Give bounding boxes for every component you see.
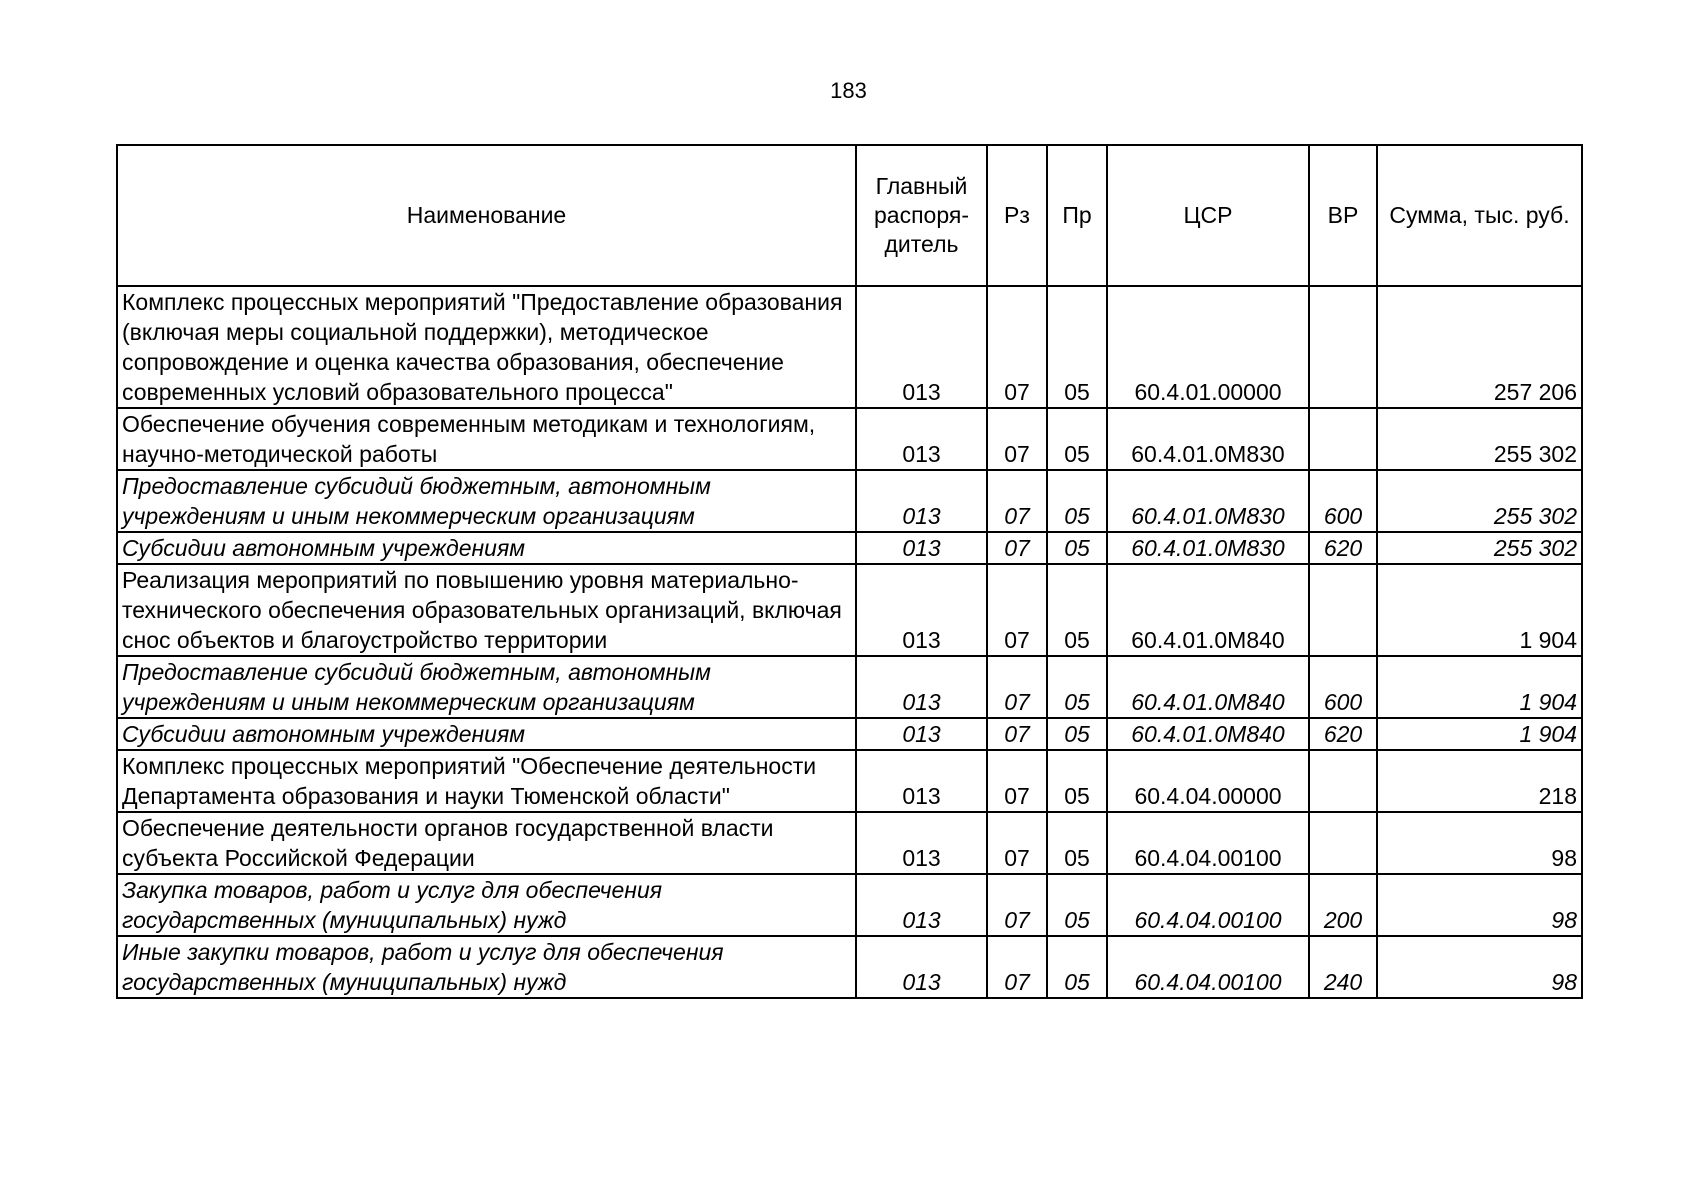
header-rz: Рз xyxy=(987,145,1047,286)
cell-pr: 05 xyxy=(1047,286,1107,408)
page-number: 183 xyxy=(830,78,867,103)
cell-sum: 255 302 xyxy=(1377,408,1582,470)
cell-pr: 05 xyxy=(1047,936,1107,998)
cell-csr: 60.4.01.0М840 xyxy=(1107,656,1309,718)
cell-vr: 620 xyxy=(1309,532,1377,564)
cell-pr: 05 xyxy=(1047,656,1107,718)
cell-rz: 07 xyxy=(987,874,1047,936)
cell-name: Реализация мероприятий по повышению уровня материально-технического обеспечения образовательных организаций, включая снос объектов и благоустройство территории xyxy=(117,564,856,656)
table-row xyxy=(117,656,1582,718)
cell-pr: 05 xyxy=(1047,718,1107,750)
cell-rz: 07 xyxy=(987,470,1047,532)
cell-rz: 07 xyxy=(987,812,1047,874)
cell-csr: 60.4.01.0М840 xyxy=(1107,564,1309,656)
cell-name: Комплекс процессных мероприятий "Обеспечение деятельности Департамента образования и науки Тюменской области" xyxy=(117,750,856,812)
cell-sum: 257 206 xyxy=(1377,286,1582,408)
cell-name: Обеспечение деятельности органов государственной власти субъекта Российской Федерации xyxy=(117,812,856,874)
cell-main-manager: 013 xyxy=(856,564,987,656)
table-row xyxy=(117,718,1582,750)
cell-name: Обеспечение обучения современным методикам и технологиям, научно-методической работы xyxy=(117,408,856,470)
cell-pr: 05 xyxy=(1047,812,1107,874)
cell-pr: 05 xyxy=(1047,750,1107,812)
cell-vr xyxy=(1309,812,1377,874)
cell-main-manager: 013 xyxy=(856,936,987,998)
cell-csr: 60.4.01.0М830 xyxy=(1107,532,1309,564)
cell-vr: 240 xyxy=(1309,936,1377,998)
header-pr: Пр xyxy=(1047,145,1107,286)
cell-rz: 07 xyxy=(987,656,1047,718)
cell-vr: 600 xyxy=(1309,656,1377,718)
cell-main-manager: 013 xyxy=(856,874,987,936)
table-row xyxy=(117,532,1582,564)
cell-vr xyxy=(1309,564,1377,656)
table-body xyxy=(117,286,1582,998)
cell-csr: 60.4.04.00100 xyxy=(1107,874,1309,936)
cell-rz: 07 xyxy=(987,936,1047,998)
budget-table xyxy=(116,144,1583,999)
cell-pr: 05 xyxy=(1047,874,1107,936)
cell-csr: 60.4.04.00000 xyxy=(1107,750,1309,812)
cell-name: Предоставление субсидий бюджетным, автономным учреждениям и иным некоммерческим организациям xyxy=(117,656,856,718)
header-csr: ЦСР xyxy=(1107,145,1309,286)
cell-csr: 60.4.04.00100 xyxy=(1107,812,1309,874)
cell-name: Иные закупки товаров, работ и услуг для обеспечения государственных (муниципальных) нужд xyxy=(117,936,856,998)
cell-sum: 1 904 xyxy=(1377,656,1582,718)
header-vr: ВР xyxy=(1309,145,1377,286)
table-row xyxy=(117,812,1582,874)
cell-name: Комплекс процессных мероприятий "Предоставление образования (включая меры социальной поддержки), методическое сопровождение и оценка качества образования, обеспечение современных условий образовательного процесса" xyxy=(117,286,856,408)
cell-main-manager: 013 xyxy=(856,286,987,408)
table-row xyxy=(117,750,1582,812)
cell-rz: 07 xyxy=(987,532,1047,564)
table-row xyxy=(117,874,1582,936)
cell-csr: 60.4.01.0М830 xyxy=(1107,470,1309,532)
header-row xyxy=(117,145,1582,286)
cell-name: Субсидии автономным учреждениям xyxy=(117,718,856,750)
cell-name: Закупка товаров, работ и услуг для обеспечения государственных (муниципальных) нужд xyxy=(117,874,856,936)
cell-main-manager: 013 xyxy=(856,718,987,750)
table-row xyxy=(117,564,1582,656)
table-row xyxy=(117,936,1582,998)
cell-csr: 60.4.01.0М830 xyxy=(1107,408,1309,470)
cell-pr: 05 xyxy=(1047,564,1107,656)
cell-pr: 05 xyxy=(1047,408,1107,470)
cell-sum: 1 904 xyxy=(1377,718,1582,750)
cell-csr: 60.4.04.00100 xyxy=(1107,936,1309,998)
cell-main-manager: 013 xyxy=(856,812,987,874)
cell-sum: 255 302 xyxy=(1377,470,1582,532)
cell-main-manager: 013 xyxy=(856,656,987,718)
cell-pr: 05 xyxy=(1047,470,1107,532)
cell-main-manager: 013 xyxy=(856,532,987,564)
cell-vr: 200 xyxy=(1309,874,1377,936)
table-row xyxy=(117,470,1582,532)
cell-rz: 07 xyxy=(987,286,1047,408)
table-row xyxy=(117,286,1582,408)
cell-sum: 98 xyxy=(1377,812,1582,874)
header-sum: Сумма, тыс. руб. xyxy=(1377,145,1582,286)
cell-name: Субсидии автономным учреждениям xyxy=(117,532,856,564)
cell-vr xyxy=(1309,750,1377,812)
cell-pr: 05 xyxy=(1047,532,1107,564)
cell-rz: 07 xyxy=(987,408,1047,470)
cell-csr: 60.4.01.0М840 xyxy=(1107,718,1309,750)
cell-sum: 255 302 xyxy=(1377,532,1582,564)
cell-name: Предоставление субсидий бюджетным, автономным учреждениям и иным некоммерческим организациям xyxy=(117,470,856,532)
cell-rz: 07 xyxy=(987,564,1047,656)
table-row xyxy=(117,408,1582,470)
cell-main-manager: 013 xyxy=(856,408,987,470)
cell-sum: 98 xyxy=(1377,874,1582,936)
cell-rz: 07 xyxy=(987,750,1047,812)
cell-sum: 218 xyxy=(1377,750,1582,812)
header-main-manager: Главный распоря-дитель xyxy=(856,145,987,286)
cell-vr xyxy=(1309,286,1377,408)
cell-csr: 60.4.01.00000 xyxy=(1107,286,1309,408)
cell-sum: 98 xyxy=(1377,936,1582,998)
cell-vr: 600 xyxy=(1309,470,1377,532)
cell-rz: 07 xyxy=(987,718,1047,750)
cell-vr xyxy=(1309,408,1377,470)
cell-main-manager: 013 xyxy=(856,470,987,532)
cell-vr: 620 xyxy=(1309,718,1377,750)
cell-main-manager: 013 xyxy=(856,750,987,812)
cell-sum: 1 904 xyxy=(1377,564,1582,656)
header-name: Наименование xyxy=(117,145,856,286)
